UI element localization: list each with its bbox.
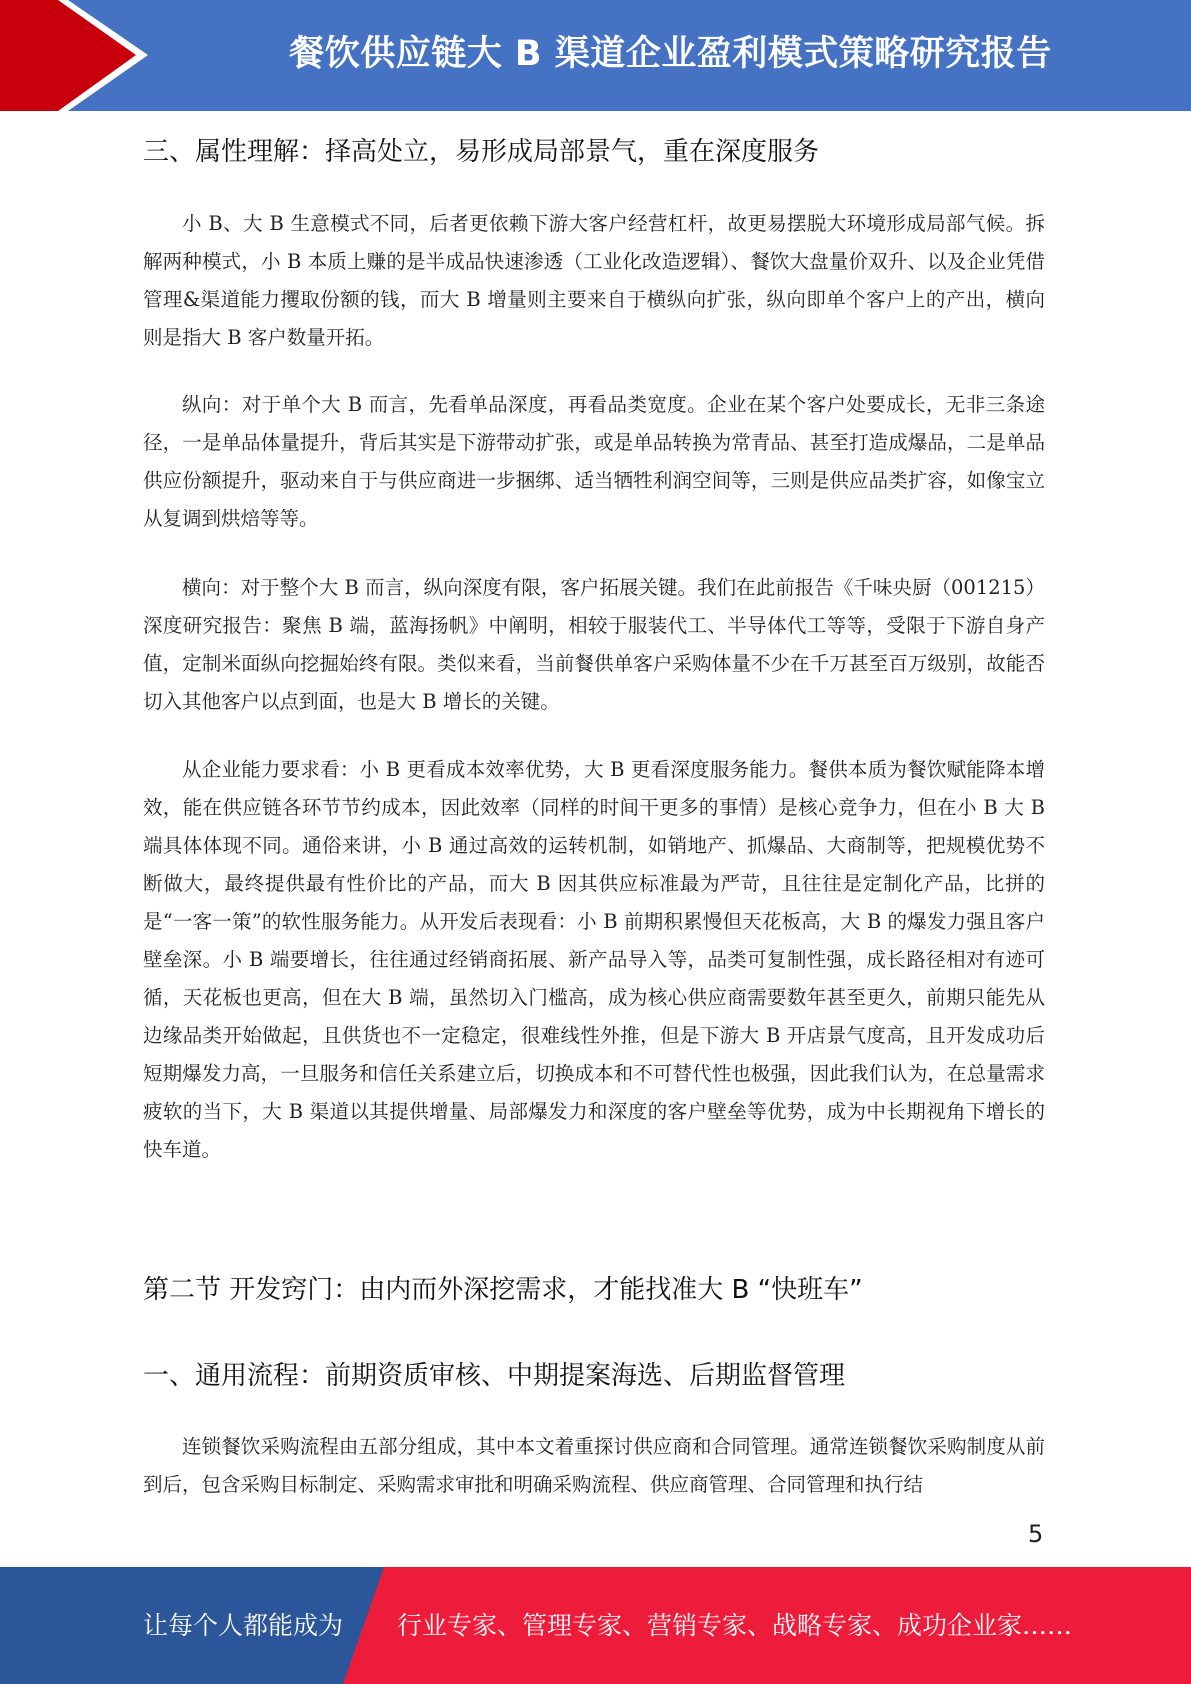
paragraph-3: 横向：对于整个大 B 而言，纵向深度有限，客户拓展关键。我们在此前报告《千味央厨（001215）深度研究报告：聚焦 B 端，蓝海扬帆》中阐明，相较于服装代工、半导体代工等等，受限于下游自身产值，定制米面纵向挖掘始终有限。类似来看，当前餐供单客户采购体量不少在千万甚至百万级别，故能否切入其他客户以点到面，也是大 B 增长的关键。 — [143, 576, 1045, 713]
section-heading-1: 一、通用流程：前期资质审核、中期提案海选、后期监督管理 — [143, 1361, 846, 1391]
paragraph-4: 从企业能力要求看：小 B 更看成本效率优势，大 B 更看深度服务能力。餐供本质为餐饮赋能降本增效，能在供应链各环节节约成本，因此效率（同样的时间干更多的事情）是核心竞争力，但在小 B 大 B 端具体体现不同。通俗来讲，小 B 通过高效的运转机制，如销地产、抓爆品、大商制等，把规模优势不断做大，最终提供最有性价比的产品，而大 B 因其供应标准最为严苛，且往往是定制化产品，比拼的是“一客一策”的软性服务能力。从开发后表现看：小 B 前期积累慢但天花板高，大 B 的爆发力强且客户壁垒深。小 B 端要增长，往往通过经销商拓展、新产品导入等，品类可复制性强，成长路径相对有迹可循，天花板也更高，但在大 B 端，虽然切入门槛高，成为核心供应商需要数年甚至更久，前期只能先从边缘品类开始做起，且供货也不一定稳定，很难线性外推，但是下游大 B 开店景气度高，且开发成功后短期爆发力高，一旦服务和信任关系建立后，切换成本和不可替代性也极强，因此我们认为，在总量需求疲软的当下，大 B 渠道以其提供增量、局部爆发力和深度的客户壁垒等优势，成为中长期视角下增长的快车道。 — [143, 758, 1045, 1161]
chapter-heading: 第二节 开发窍门：由内而外深挖需求，才能找准大 B “快班车” — [143, 1275, 863, 1305]
footer-slogan-left: 让每个人都能成为 — [143, 1611, 344, 1640]
paragraph-5: 连锁餐饮采购流程由五部分组成，其中本文着重探讨供应商和合同管理。通常连锁餐饮采购制度从前到后，包含采购目标制定、采购需求审批和明确采购流程、供应商管理、合同管理和执行结 — [143, 1435, 1045, 1496]
footer-slogan-right: 行业专家、管理专家、营销专家、战略专家、成功企业家…… — [397, 1611, 1073, 1640]
page-number: 5 — [1028, 1520, 1044, 1548]
paragraph-1: 小 B、大 B 生意模式不同，后者更依赖下游大客户经营杠杆，故更易摆脱大环境形成局部气候。拆解两种模式，小 B 本质上赚的是半成品快速渗透（工业化改造逻辑）、餐饮大盘量价双升、以及企业凭借管理&渠道能力攫取份额的钱，而大 B 增量则主要来自于横纵向扩张，纵向即单个客户上的产出，横向则是指大 B 客户数量开拓。 — [143, 212, 1045, 349]
header-arrow-decoration — [0, 0, 160, 111]
section-heading-3: 三、属性理解：择高处立，易形成局部景气，重在深度服务 — [143, 137, 820, 167]
report-title: 餐饮供应链大 B 渠道企业盈利模式策略研究报告 — [289, 34, 1052, 74]
page-header — [0, 0, 1191, 111]
page-footer — [0, 1567, 1191, 1684]
paragraph-2: 纵向：对于单个大 B 而言，先看单品深度，再看品类宽度。企业在某个客户处要成长，无非三条途径，一是单品体量提升，背后其实是下游带动扩张，或是单品转换为常青品、甚至打造成爆品，二是单品供应份额提升，驱动来自于与供应商进一步捆绑、适当牺牲利润空间等，三则是供应品类扩容，如像宝立从复调到烘焙等等。 — [143, 393, 1045, 530]
